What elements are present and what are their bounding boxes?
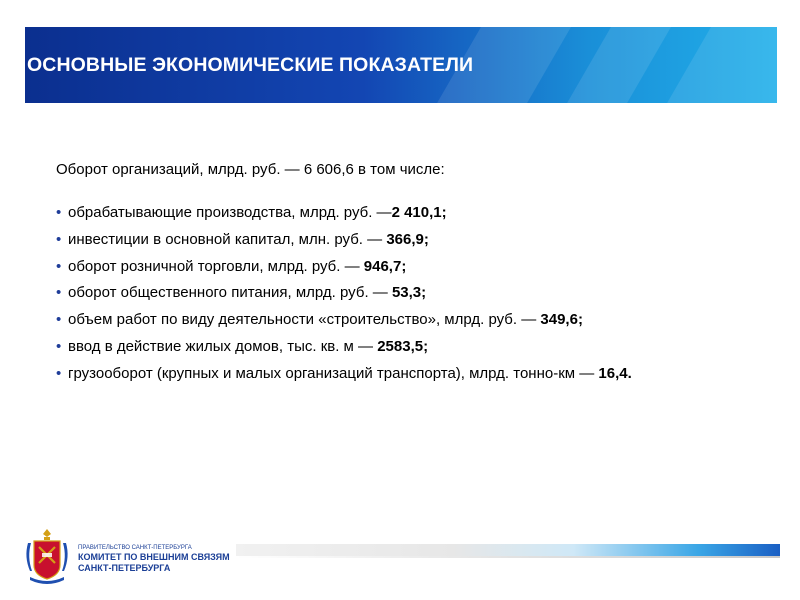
bullet-icon: • (56, 257, 62, 275)
bullet-icon: • (56, 204, 62, 221)
bullet-icon: • (56, 230, 62, 248)
item-label: ввод в действие жилых домов, тыс. кв. м — (68, 337, 378, 355)
item-value: 53,3 (391, 284, 422, 302)
footer-line-3: САНКТ-ПЕТЕРБУРГА (78, 562, 171, 573)
item-end: ; (423, 230, 429, 248)
item-label: объем работ по виду деятельности «строительство», млрд. руб. — (68, 311, 541, 329)
item-label: оборот общественного питания, млрд. руб. — (68, 284, 392, 302)
item-label: оборот розничной торговли, млрд. руб. — (68, 257, 364, 275)
bullet-icon: • (56, 337, 62, 355)
list-item (56, 307, 632, 334)
item-label: обрабатывающие производства, млрд. руб. — (68, 204, 392, 221)
item-value: 16,4 (598, 364, 628, 382)
item-end: ; (401, 257, 407, 275)
banner-stripe (647, 27, 777, 103)
item-value: 366,9 (386, 230, 424, 248)
item-value: 2583,5 (377, 337, 424, 355)
indicator-list (56, 200, 632, 388)
item-end: ; (577, 311, 583, 329)
bullet-icon: • (56, 311, 62, 329)
list-item (56, 227, 632, 254)
intro-text: Оборот организаций, млрд. руб. — 6 606,6 в том числе: (56, 161, 445, 178)
bullet-icon: • (56, 284, 62, 302)
footer-line-2: КОМИТЕТ ПО ВНЕШНИМ СВЯЗЯМ (78, 552, 230, 562)
item-value: 349,6 (540, 311, 578, 329)
list-item (56, 361, 632, 388)
item-end: . (627, 364, 632, 382)
item-end: ; (423, 337, 429, 355)
coat-of-arms-icon (22, 527, 72, 587)
footer-decorative-bar (236, 544, 780, 556)
list-item (56, 334, 632, 361)
item-end: ; (421, 284, 427, 302)
item-label: инвестиции в основной капитал, млн. руб. — (68, 230, 387, 248)
item-value: 2 410,1 (391, 204, 442, 221)
list-item (56, 280, 632, 307)
list-item (56, 254, 632, 281)
footer-organization (78, 544, 230, 573)
footer-decorative-line (236, 556, 780, 558)
page-title: ОСНОВНЫЕ ЭКОНОМИЧЕСКИЕ ПОКАЗАТЕЛИ (27, 54, 474, 76)
banner-stripe (547, 27, 682, 103)
item-label: грузооборот (крупных и малых организаций транспорта), млрд. тонно-км — (68, 364, 599, 382)
item-end: ; (441, 204, 447, 221)
list-item (56, 200, 632, 227)
footer-line-1: ПРАВИТЕЛЬСТВО САНКТ-ПЕТЕРБУРГА (78, 545, 192, 551)
item-value: 946,7 (363, 257, 402, 275)
header-banner (25, 27, 777, 103)
bullet-icon: • (56, 364, 62, 382)
